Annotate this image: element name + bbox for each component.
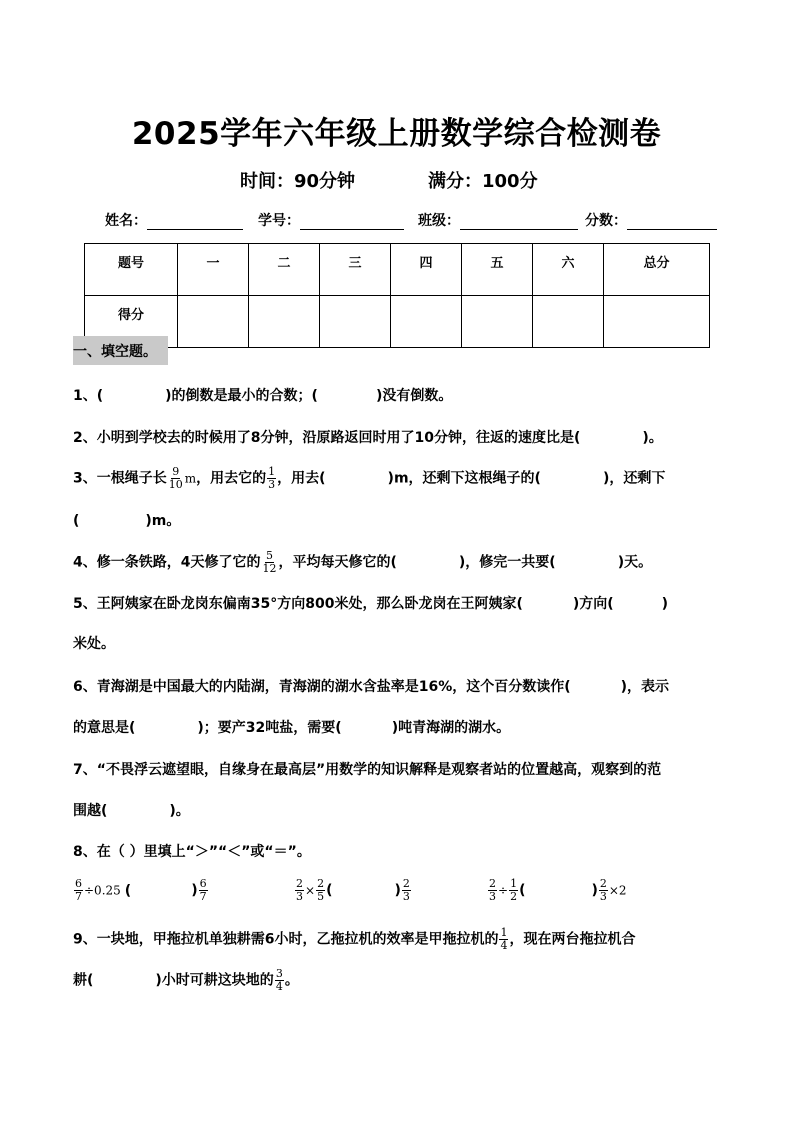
q8-e2-close: ) — [394, 882, 401, 899]
header-cell-question-no: 题号 — [85, 244, 178, 296]
class-blank[interactable] — [460, 213, 578, 230]
question-6-line-2 — [73, 718, 510, 738]
q4-fraction — [261, 550, 277, 575]
q8-e3-mn: 1 — [510, 877, 518, 890]
q6-text-a: 6、青海湖是中国最大的内陆湖，青海湖的湖水含盐率是16%，这个百分数读作( — [73, 679, 571, 695]
score-cell-total[interactable] — [604, 296, 710, 348]
q3-unit: m — [184, 471, 197, 486]
q2-text-b: )。 — [642, 430, 663, 446]
question-2 — [73, 428, 663, 448]
q9-text-a: 9、一块地，甲拖拉机单独耕需6小时，乙拖拉机的效率是甲拖拉机的 — [73, 931, 499, 948]
header-cell-4: 四 — [391, 244, 462, 296]
name-field — [105, 210, 243, 230]
q3-fraction-length — [168, 466, 184, 491]
q3-l2-text: )m。 — [145, 513, 181, 529]
score-table-header-row — [85, 244, 710, 296]
q8-e2-rd: 3 — [402, 890, 410, 903]
q8-e3-rn: 2 — [599, 877, 607, 890]
q4-text-d: )天。 — [617, 554, 653, 571]
q8-e3-close: ) — [591, 882, 598, 899]
q8-expression-3 — [487, 878, 627, 903]
header-cell-total: 总分 — [604, 244, 710, 296]
q8-e1-rn: 6 — [199, 877, 207, 890]
header-cell-5: 五 — [462, 244, 533, 296]
q6-l2-text-a: 的意思是( — [73, 720, 136, 736]
class-field — [418, 210, 578, 230]
q3-text-e: )，还剩下 — [602, 470, 666, 487]
q8-e2-rn: 2 — [402, 877, 410, 890]
question-5-line-2: 米处。 — [73, 636, 115, 652]
score-row-label: 得分 — [85, 296, 178, 348]
q6-l2-text-b: )；要产32吨盐，需要( — [197, 720, 342, 736]
q8-e3-open: ( — [519, 882, 526, 899]
q8-e2-ln: 2 — [296, 877, 303, 890]
name-label: 姓名： — [105, 213, 147, 229]
q3-f1-numerator: 9 — [172, 465, 180, 478]
q9-l2-text-c: 。 — [284, 972, 299, 989]
q4-numerator: 5 — [265, 549, 273, 562]
score-label: 分数： — [585, 213, 627, 229]
q8-e3-ld: 3 — [489, 890, 496, 903]
question-1 — [73, 386, 452, 406]
q8-e3-tail: ×2 — [608, 883, 627, 898]
q6-text-b: )，表示 — [620, 679, 670, 695]
question-5 — [73, 594, 668, 614]
q9-l2-text-a: 耕( — [73, 972, 94, 989]
q8-e2-ld: 3 — [296, 890, 303, 903]
score-cell-4[interactable] — [391, 296, 462, 348]
q1-text-b: )的倒数是最小的合数；( — [165, 388, 318, 404]
q8-e3-md: 2 — [510, 890, 518, 903]
q8-e2-left-fraction — [295, 878, 304, 903]
q3-l2-open: ( — [73, 513, 80, 529]
q3-text-a: 3、一根绳子长 — [73, 470, 167, 487]
q8-e1-close: ) — [191, 882, 198, 899]
name-blank[interactable] — [147, 213, 243, 230]
q9-fraction-efficiency — [499, 927, 508, 952]
q3-f2-numerator: 1 — [268, 465, 276, 478]
question-7: 7、“不畏浮云遮望眼，自缘身在最高层”用数学的知识解释是观察者站的位置越高，观察到的范 — [73, 762, 662, 778]
q8-e1-left-fraction — [74, 878, 83, 903]
q9-f2-denominator: 4 — [275, 980, 283, 993]
q3-fraction-used — [267, 466, 276, 491]
q8-e1-open: ( — [124, 882, 132, 899]
q8-expression-1 — [73, 878, 209, 903]
question-9-line-2 — [73, 968, 299, 993]
header-cell-1: 一 — [178, 244, 249, 296]
q8-e2-md: 5 — [317, 890, 325, 903]
q8-e3-left-fraction — [488, 878, 497, 903]
question-3-line-2 — [73, 511, 180, 531]
q9-text-b: ，现在两台拖拉机合 — [509, 931, 636, 948]
section-heading-fill-blank: 一、填空题。 — [73, 336, 168, 365]
q2-text-a: 2、小明到学校去的时候用了8分钟，沿原路返回时用了10分钟，往返的速度比是( — [73, 430, 581, 446]
question-4 — [73, 550, 652, 575]
q8-expression-2 — [294, 878, 412, 903]
q4-text-a: 4、修一条铁路，4天修了它的 — [73, 554, 261, 571]
score-table-score-row — [85, 296, 710, 348]
student-id-field — [258, 210, 404, 230]
student-id-label: 学号： — [258, 213, 300, 229]
score-cell-2[interactable] — [249, 296, 320, 348]
header-cell-3: 三 — [320, 244, 391, 296]
q8-e2-mn: 2 — [317, 877, 325, 890]
q8-e1-ln: 6 — [75, 877, 82, 890]
q8-e1-rd: 7 — [199, 890, 207, 903]
q8-e3-mid-fraction — [509, 878, 518, 903]
q6-l2-text-c: )吨青海湖的湖水。 — [391, 720, 511, 736]
score-cell-5[interactable] — [462, 296, 533, 348]
q9-f2-numerator: 3 — [275, 967, 283, 980]
q9-l2-text-b: )小时可耕这块地的 — [155, 972, 274, 989]
q7-l2-text-b: )。 — [169, 803, 190, 819]
score-cell-3[interactable] — [320, 296, 391, 348]
q3-f1-denominator: 10 — [168, 478, 183, 491]
score-cell-6[interactable] — [533, 296, 604, 348]
header-cell-6: 六 — [533, 244, 604, 296]
q3-text-d: )m，还剩下这根绳子的( — [387, 470, 541, 487]
q5-text-b: )方向( — [572, 596, 614, 612]
page-title: 2025学年六年级上册数学综合检测卷 — [131, 116, 662, 152]
q3-f2-denominator: 3 — [268, 478, 276, 491]
class-label: 班级： — [418, 213, 460, 229]
question-8: 8、在（ ）里填上“＞”“＜”或“＝”。 — [73, 844, 311, 860]
q9-numerator: 1 — [500, 926, 508, 939]
q8-e1-ld: 7 — [75, 890, 82, 903]
q9-denominator: 4 — [500, 939, 508, 952]
q1-text-a: 1、( — [73, 388, 104, 404]
q1-text-c: )没有倒数。 — [375, 388, 453, 404]
student-id-blank[interactable] — [300, 213, 404, 230]
q8-e2-open: ( — [326, 882, 333, 899]
q9-fraction-portion — [275, 968, 284, 993]
q8-e1-right-fraction — [199, 878, 208, 903]
q5-text-c: ) — [661, 596, 669, 612]
q4-denominator: 12 — [262, 562, 277, 575]
full-score-label: 满分：100分 — [428, 171, 538, 192]
q8-e2-right-fraction — [402, 878, 411, 903]
q8-e3-ln: 2 — [489, 877, 496, 890]
score-cell-1[interactable] — [178, 296, 249, 348]
score-table — [84, 243, 710, 348]
q7-l2-text-a: 围越( — [73, 803, 108, 819]
score-blank[interactable] — [627, 213, 717, 230]
time-label: 时间：90分钟 — [240, 171, 356, 192]
q8-e2-mid-fraction — [316, 878, 325, 903]
question-7-line-2 — [73, 801, 190, 821]
q4-text-c: )，修完一共要( — [458, 554, 556, 571]
q5-text-a: 5、王阿姨家在卧龙岗东偏南35°方向800米处，那么卧龙岗在王阿姨家( — [73, 596, 523, 612]
question-9 — [73, 927, 635, 952]
q3-text-b: ，用去它的 — [196, 470, 267, 487]
score-field — [585, 210, 717, 230]
q8-e3-operator: ÷ — [498, 883, 509, 898]
q8-e3-right-fraction — [599, 878, 608, 903]
question-6 — [73, 677, 669, 697]
q4-text-b: ，平均每天修它的( — [278, 554, 397, 571]
header-cell-2: 二 — [249, 244, 320, 296]
question-3 — [73, 466, 665, 491]
q8-e2-operator: × — [305, 883, 316, 898]
q8-e3-rd: 3 — [599, 890, 607, 903]
q8-e1-operator: ÷0.25 — [84, 883, 121, 898]
q3-text-c: ，用去( — [277, 470, 326, 487]
